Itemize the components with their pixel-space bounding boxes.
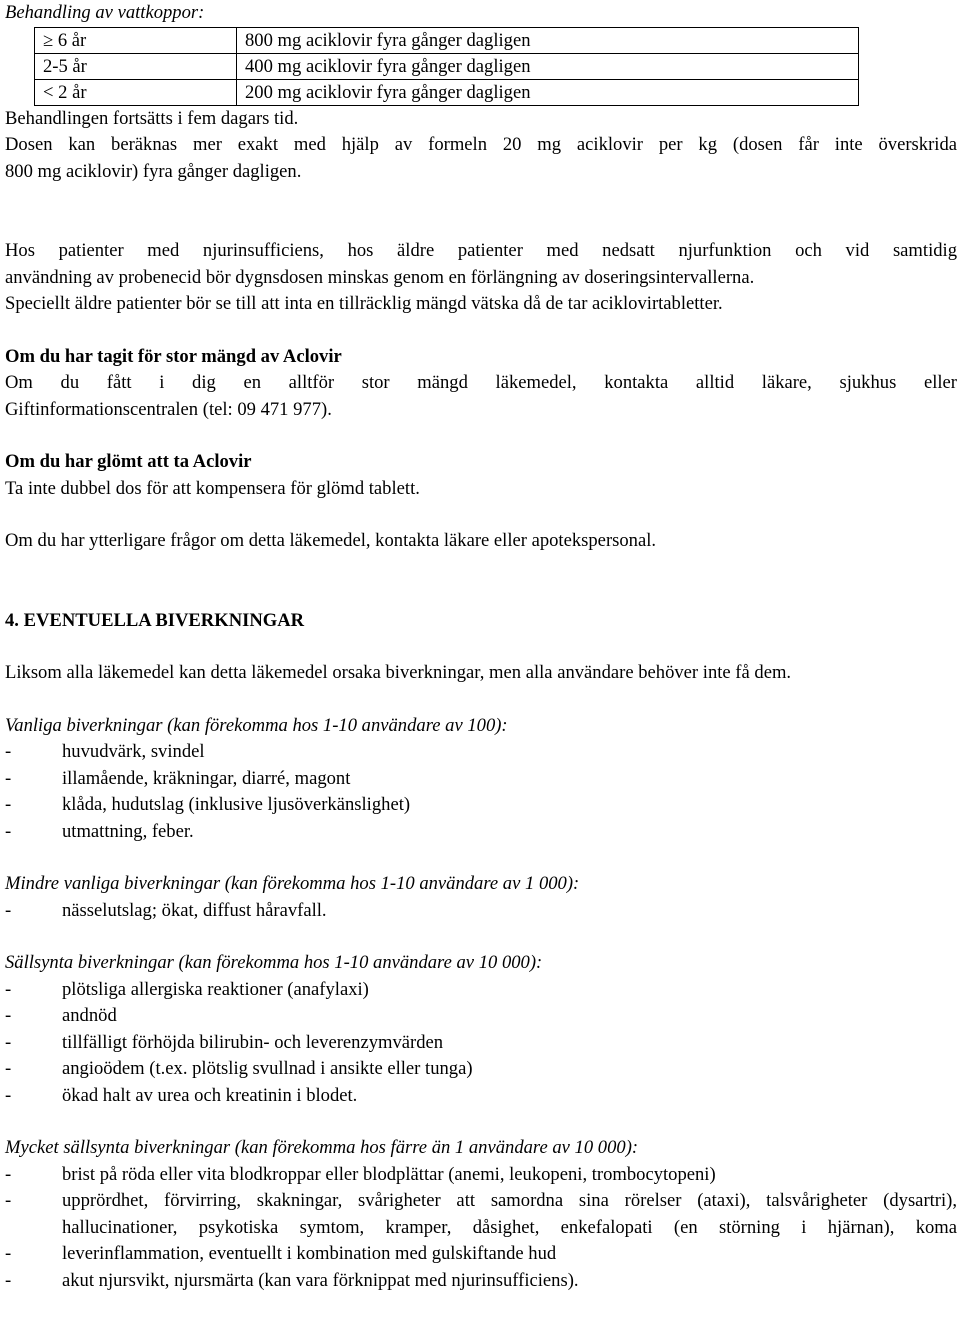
- list-item-text: utmattning, feber.: [62, 820, 194, 842]
- list-item: [5, 1268, 957, 1295]
- list-item-text: brist på röda eller vita blodkroppar eller blodplättar (anemi, leukopeni, trombocytopeni): [62, 1163, 716, 1185]
- renal-paragraph-line: användning av probenecid bör dygnsdosen minskas genom en förlängning av doseringsintervallerna.: [5, 266, 755, 288]
- list-item-text: upprördhet, förvirring, skakningar, svårigheter att samordna sina rörelser (ataxi), talsvårigheter (dysartri), hallucinationer, psykotiska symtom, kramper, dåsighet, enkefalopati (en störning i hjärnan), koma: [62, 1190, 957, 1238]
- dose-cell: 400 mg aciklovir fyra gånger dagligen: [237, 53, 859, 79]
- list-item: [5, 898, 957, 925]
- dose-formula-line: Dosen kan beräknas mer exakt med hjälp av formeln 20 mg aciklovir per kg (dosen får inte överskrida: [5, 134, 957, 155]
- dose-cell: 800 mg aciklovir fyra gånger dagligen: [237, 27, 859, 53]
- age-cell: ≥ 6 år: [35, 27, 237, 53]
- list-marker: -: [5, 1190, 12, 1211]
- list-marker: -: [5, 978, 12, 1000]
- list-marker: -: [5, 741, 12, 762]
- list-marker: -: [5, 794, 12, 815]
- treatment-heading: Behandling av vattkoppor:: [5, 2, 205, 23]
- list-item: [5, 1162, 957, 1189]
- list-item-text: nässelutslag; ökat, diffust håravfall.: [62, 899, 327, 921]
- continue-text: Behandlingen fortsätts i fem dagars tid.: [5, 107, 299, 129]
- age-cell: 2-5 år: [35, 53, 237, 79]
- list-item-text: angioödem (t.ex. plötslig svullnad i ansikte eller tunga): [62, 1058, 473, 1079]
- list-item-text: klåda, hudutslag (inklusive ljusöverkänslighet): [62, 794, 411, 815]
- questions-text: Om du har ytterligare frågor om detta läkemedel, kontakta läkare eller apotekspersonal.: [5, 530, 657, 551]
- overdose-line: Giftinformationscentralen (tel: 09 471 977).: [5, 398, 332, 420]
- table-row: [35, 53, 859, 79]
- list-marker: -: [5, 1058, 12, 1079]
- list-marker: -: [5, 1084, 12, 1106]
- table-row: [35, 27, 859, 53]
- age-cell: < 2 år: [35, 79, 237, 105]
- list-item-text: andnöd: [62, 1005, 117, 1026]
- renal-paragraph-line: Hos patienter med njurinsufficiens, hos äldre patienter med nedsatt njurfunktion och vid samtidig: [5, 240, 957, 261]
- list-item: [5, 739, 957, 766]
- side-effect-heading: Mindre vanliga biverkningar (kan förekomma hos 1-10 användare av 1 000):: [5, 873, 580, 894]
- table-row: [35, 79, 859, 105]
- list-item: [5, 1003, 957, 1030]
- list-item-text: tillfälligt förhöjda bilirubin- och leverenzymvärden: [62, 1031, 444, 1053]
- list-marker: -: [5, 820, 12, 842]
- list-item-text: ökad halt av urea och kreatinin i blodet.: [62, 1084, 358, 1106]
- list-item-text: huvudvärk, svindel: [62, 741, 205, 762]
- document-page: [5, 0, 957, 1294]
- list-item-text: illamående, kräkningar, diarré, magont: [62, 767, 351, 789]
- overdose-heading: Om du har tagit för stor mängd av Aclovir: [5, 345, 342, 367]
- list-item: [5, 977, 957, 1004]
- dose-table: [34, 27, 859, 106]
- side-effect-heading: Sällsynta biverkningar (kan förekomma hos 1-10 användare av 10 000):: [5, 952, 543, 973]
- list-marker: -: [5, 1243, 12, 1264]
- list-marker: -: [5, 1163, 12, 1185]
- list-item: [5, 1241, 957, 1268]
- side-effect-heading: Vanliga biverkningar (kan förekomma hos 1-10 användare av 100):: [5, 714, 508, 736]
- section-intro: Liksom alla läkemedel kan detta läkemedel orsaka biverkningar, men alla användare behöver inte få dem.: [5, 662, 792, 683]
- forgot-text: Ta inte dubbel dos för att kompensera för glömd tablett.: [5, 477, 420, 499]
- dose-cell: 200 mg aciklovir fyra gånger dagligen: [237, 79, 859, 105]
- dose-formula-line: 800 mg aciklovir) fyra gånger dagligen.: [5, 160, 302, 182]
- side-effect-heading: Mycket sällsynta biverkningar (kan förekomma hos färre än 1 användare av 10 000):: [5, 1137, 639, 1158]
- section-heading: 4. EVENTUELLA BIVERKNINGAR: [5, 609, 305, 631]
- list-marker: -: [5, 1005, 12, 1026]
- list-item: [5, 1056, 957, 1083]
- list-item-text: akut njursvikt, njursmärta (kan vara förknippat med njurinsufficiens).: [62, 1269, 579, 1291]
- list-item: [5, 766, 957, 793]
- list-item: [5, 1030, 957, 1057]
- renal-paragraph-line: Speciellt äldre patienter bör se till att inta en tillräcklig mängd vätska då de tar aciklovirtabletter.: [5, 293, 723, 314]
- list-item: [5, 1188, 957, 1241]
- list-item: [5, 792, 957, 819]
- list-item-text: plötsliga allergiska reaktioner (anafylaxi): [62, 978, 369, 1000]
- forgot-heading: Om du har glömt att ta Aclovir: [5, 451, 252, 472]
- list-marker: -: [5, 1031, 12, 1053]
- overdose-line: Om du fått i dig en alltför stor mängd läkemedel, kontakta alltid läkare, sjukhus eller: [5, 372, 957, 393]
- list-marker: -: [5, 1269, 12, 1291]
- list-marker: -: [5, 767, 12, 789]
- list-item: [5, 819, 957, 846]
- list-item-text: leverinflammation, eventuellt i kombination med gulskiftande hud: [62, 1243, 557, 1264]
- list-marker: -: [5, 899, 12, 921]
- list-item: [5, 1083, 957, 1110]
